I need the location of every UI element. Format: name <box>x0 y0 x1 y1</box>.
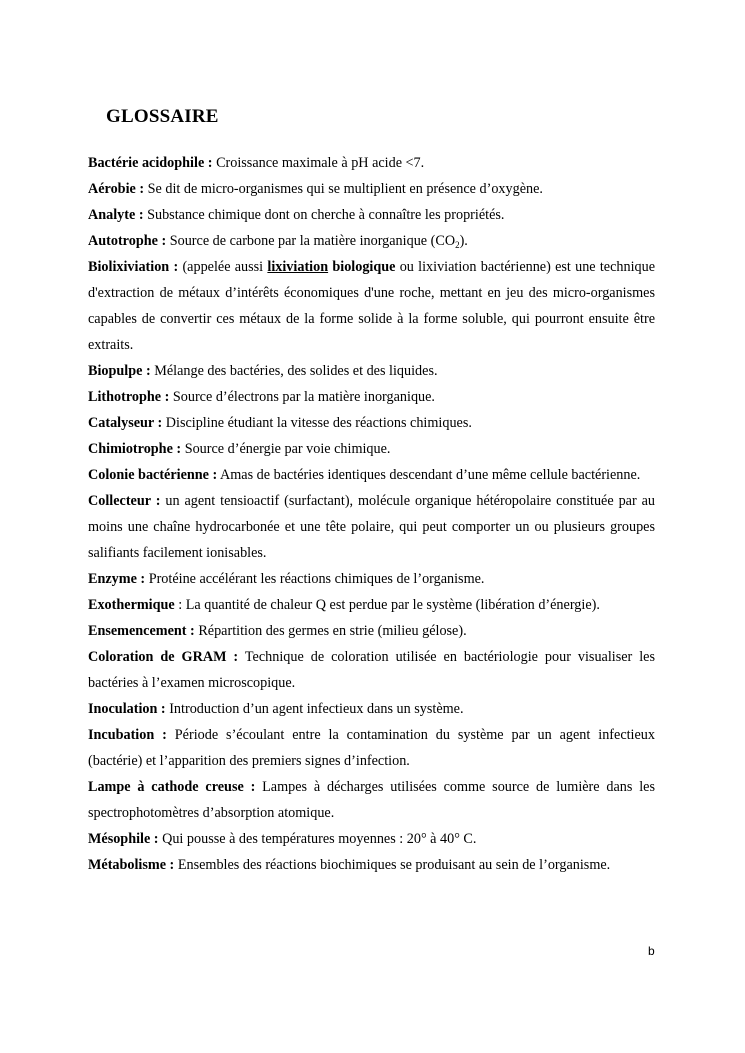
glossary-entry <box>88 462 655 488</box>
glossary-definition: Introduction d’un agent infectieux dans un système. <box>165 701 464 717</box>
glossary-term: Coloration de GRAM : <box>88 649 239 665</box>
underlined-term: lixiviation <box>267 259 329 275</box>
glossary-definition: Source d’énergie par voie chimique. <box>181 441 391 457</box>
glossary-definition: Amas de bactéries identiques descendant d’une même cellule bactérienne. <box>217 467 641 483</box>
glossary-definition: Croissance maximale à pH acide <7. <box>212 155 425 171</box>
glossary-entry <box>88 202 655 228</box>
glossary-definition: Répartition des germes en strie (milieu gélose). <box>194 623 467 639</box>
glossary-definition: Source de carbone par la matière inorganique (CO <box>166 233 456 249</box>
glossary-definition: Source d’électrons par la matière inorganique. <box>169 389 435 405</box>
glossary-term: Lampe à cathode creuse : <box>88 779 256 795</box>
glossary-definition: Se dit de micro-organismes qui se multiplient en présence d’oxygène. <box>144 181 543 197</box>
glossary-entry <box>88 228 655 254</box>
glossary-term: Enzyme : <box>88 571 146 587</box>
bold-term: biologique <box>332 259 396 275</box>
glossary-definition: (appelée aussi <box>178 259 268 275</box>
glossary-term: Mésophile : <box>88 831 159 847</box>
glossary-entry <box>88 566 655 592</box>
glossary-entry <box>88 436 655 462</box>
glossary-entry <box>88 384 655 410</box>
glossary-entry <box>88 852 655 878</box>
glossary-list <box>88 150 655 878</box>
glossary-definition: Ensembles des réactions biochimiques se produisant au sein de l’organisme. <box>174 857 611 873</box>
glossary-definition-cont: ou lixiviation bactérienne) est une technique d'extraction de métaux d’intérêts économiques d'une roche, mettant en jeu des micro-organismes capables de convertir ces métaux de la forme solide à la forme soluble, qui pourront ensuite être extraits. <box>88 259 656 353</box>
glossary-entry <box>88 644 655 696</box>
glossary-definition: Lampes à décharges utilisées comme source de lumière dans les spectrophotomètres d’absorption atomique. <box>88 779 655 821</box>
glossary-entry <box>88 176 655 202</box>
glossary-definition: : La quantité de chaleur Q est perdue par le système (libération d’énergie). <box>174 597 600 613</box>
glossary-term: Bactérie acidophile : <box>88 155 213 171</box>
glossary-entry <box>88 826 655 852</box>
page-title: GLOSSAIRE <box>106 106 219 127</box>
glossary-entry <box>88 410 655 436</box>
glossary-term: Chimiotrophe : <box>88 441 182 457</box>
glossary-term: Catalyseur : <box>88 415 163 431</box>
glossary-term: Ensemencement : <box>88 623 195 639</box>
glossary-term: Collecteur : <box>88 493 161 509</box>
glossary-definition: Période s’écoulant entre la contamination du système par un agent infectieux (bactérie) et l’apparition des premiers signes d’infection. <box>88 727 655 769</box>
glossary-term: Analyte : <box>88 207 144 223</box>
subscript: 2 <box>455 240 460 250</box>
glossary-term: Inoculation : <box>88 701 166 717</box>
glossary-entry <box>88 618 655 644</box>
glossary-definition: Substance chimique dont on cherche à connaître les propriétés. <box>143 207 505 223</box>
glossary-entry <box>88 358 655 384</box>
glossary-entry <box>88 150 655 176</box>
glossary-term: Lithotrophe : <box>88 389 170 405</box>
glossary-definition-end: ). <box>459 233 468 249</box>
glossary-entry <box>88 254 655 358</box>
glossary-entry <box>88 774 655 826</box>
glossary-term: Biopulpe : <box>88 363 151 379</box>
glossary-term: Métabolisme : <box>88 857 175 873</box>
glossary-term: Colonie bactérienne : <box>88 467 218 483</box>
glossary-entry <box>88 592 655 618</box>
page-number: b <box>648 944 655 958</box>
glossary-term: Aérobie : <box>88 181 145 197</box>
glossary-entry <box>88 488 655 566</box>
glossary-definition: Discipline étudiant la vitesse des réactions chimiques. <box>162 415 472 431</box>
glossary-term: Biolixiviation : <box>88 259 179 275</box>
glossary-definition: Mélange des bactéries, des solides et des liquides. <box>150 363 438 379</box>
glossary-definition: Qui pousse à des températures moyennes : 20° à 40° C. <box>158 831 477 847</box>
glossary-term: Incubation : <box>88 727 167 743</box>
glossary-entry <box>88 696 655 722</box>
glossary-definition: Technique de coloration utilisée en bactériologie pour visualiser les bactéries à l’examen microscopique. <box>88 649 655 691</box>
glossary-term: Autotrophe : <box>88 233 167 249</box>
glossary-definition: Protéine accélérant les réactions chimiques de l’organisme. <box>145 571 485 587</box>
glossary-definition: un agent tensioactif (surfactant), molécule organique hétéropolaire constituée par au moins une chaîne hydrocarbonée et une tête polaire, qui peut comporter un ou plusieurs groupes salifiants facilement ionisables. <box>88 493 656 561</box>
glossary-term: Exothermique <box>88 597 175 613</box>
glossary-entry <box>88 722 655 774</box>
